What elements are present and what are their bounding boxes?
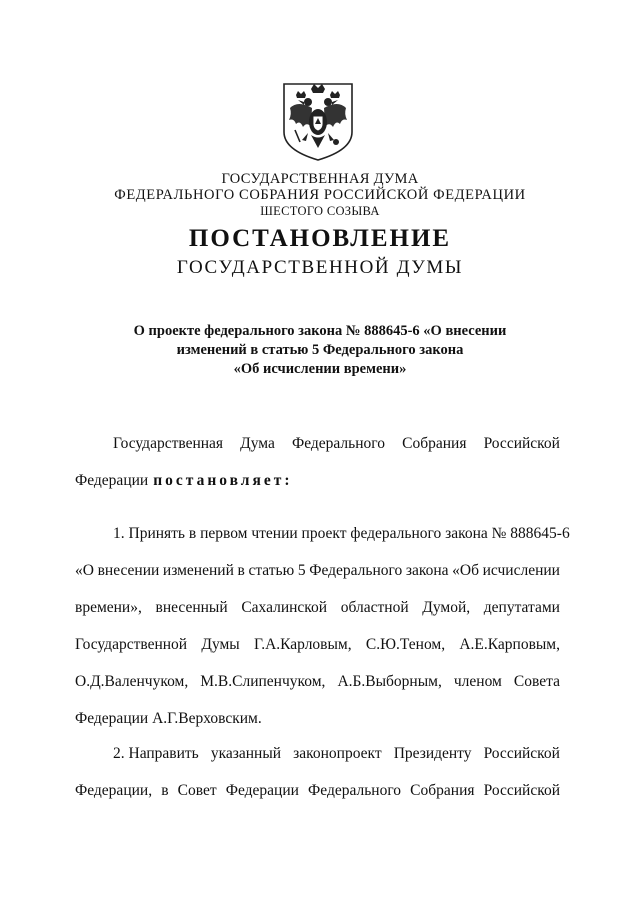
intro-line xyxy=(75,462,560,499)
word: Российской xyxy=(483,745,560,762)
word: указанный xyxy=(210,745,282,762)
paragraph-2 xyxy=(75,735,560,809)
word: А.Е.Карповым, xyxy=(459,636,560,653)
word: Президенту xyxy=(393,745,472,762)
word: Думы xyxy=(201,636,240,653)
word: «Об xyxy=(452,562,479,579)
subject-line: «Об исчислении времени» xyxy=(233,361,407,377)
paragraph-line xyxy=(75,700,560,737)
subject-line: О проекте федерального закона № 888645-6 «О внесении xyxy=(133,323,507,339)
org-name-line-1: ГОСУДАРСТВЕННАЯ ДУМА xyxy=(221,171,419,187)
intro-line xyxy=(75,425,560,462)
word: Сахалинской xyxy=(241,599,328,616)
word: Федерации, xyxy=(75,782,153,799)
word: Федерации xyxy=(75,472,149,489)
word: внесенный xyxy=(155,599,228,616)
word: членом xyxy=(453,673,502,690)
paragraph-1 xyxy=(75,515,570,737)
paragraph-line xyxy=(75,735,560,772)
paragraph-line xyxy=(75,772,560,809)
document-type-title: ПОСТАНОВЛЕНИЕ xyxy=(188,225,452,252)
word: Думой, xyxy=(422,599,471,616)
word: в xyxy=(237,562,245,579)
paragraph-line xyxy=(75,626,560,663)
word: Федерального xyxy=(291,435,386,452)
word: Федерального xyxy=(308,782,402,799)
word: Дума xyxy=(240,435,275,452)
word: Собрания xyxy=(402,435,467,452)
org-name-line-2: ФЕДЕРАЛЬНОГО СОБРАНИЯ РОССИЙСКОЙ ФЕДЕРАЦИИ xyxy=(114,187,526,203)
word: внесении xyxy=(97,562,160,579)
word: Совета xyxy=(513,673,560,690)
document-subject xyxy=(0,322,640,379)
decision-keyword: постановляет: xyxy=(153,472,293,489)
convocation-line: ШЕСТОГО СОЗЫВА xyxy=(260,204,380,218)
word: Государственной xyxy=(75,636,188,653)
word: Федерации xyxy=(225,782,299,799)
word: А.Б.Выборным, xyxy=(337,673,442,690)
word: 5 xyxy=(297,562,306,579)
word: Российской xyxy=(483,435,560,452)
line-text: 1. Принять в первом чтении проект федерального закона № 888645-6 xyxy=(113,525,570,542)
word: Г.А.Карловым, xyxy=(253,636,352,653)
word: Собрания xyxy=(410,782,475,799)
word: М.В.Слипенчуком, xyxy=(200,673,326,690)
word: статью xyxy=(248,562,295,579)
word: Федерального xyxy=(309,562,403,579)
paragraph-line xyxy=(75,515,570,552)
subject-line: изменений в статью 5 Федерального закона xyxy=(176,342,464,358)
word: С.Ю.Теном, xyxy=(365,636,446,653)
paragraph-line xyxy=(75,589,560,626)
word: законопроект xyxy=(293,745,382,762)
word: «О xyxy=(75,562,94,579)
word: депутатами xyxy=(483,599,560,616)
word: О.Д.Валенчуком, xyxy=(75,673,189,690)
word: в xyxy=(161,782,169,799)
word: изменений xyxy=(162,562,234,579)
word: Российской xyxy=(483,782,560,799)
intro-paragraph xyxy=(75,425,560,499)
paragraph-line xyxy=(75,552,560,589)
word: областной xyxy=(340,599,409,616)
paragraph-line xyxy=(75,663,560,700)
line-text: Федерации А.Г.Верховским. xyxy=(75,710,262,727)
word: Совет xyxy=(177,782,217,799)
word: 2. Направить xyxy=(113,745,199,762)
word: Государственная xyxy=(113,435,224,452)
russian-coat-of-arms-icon xyxy=(278,80,358,162)
word: времени», xyxy=(75,599,142,616)
word: исчислении xyxy=(482,562,560,579)
document-issuer: ГОСУДАРСТВЕННОЙ ДУМЫ xyxy=(176,257,464,278)
word: закона xyxy=(405,562,449,579)
